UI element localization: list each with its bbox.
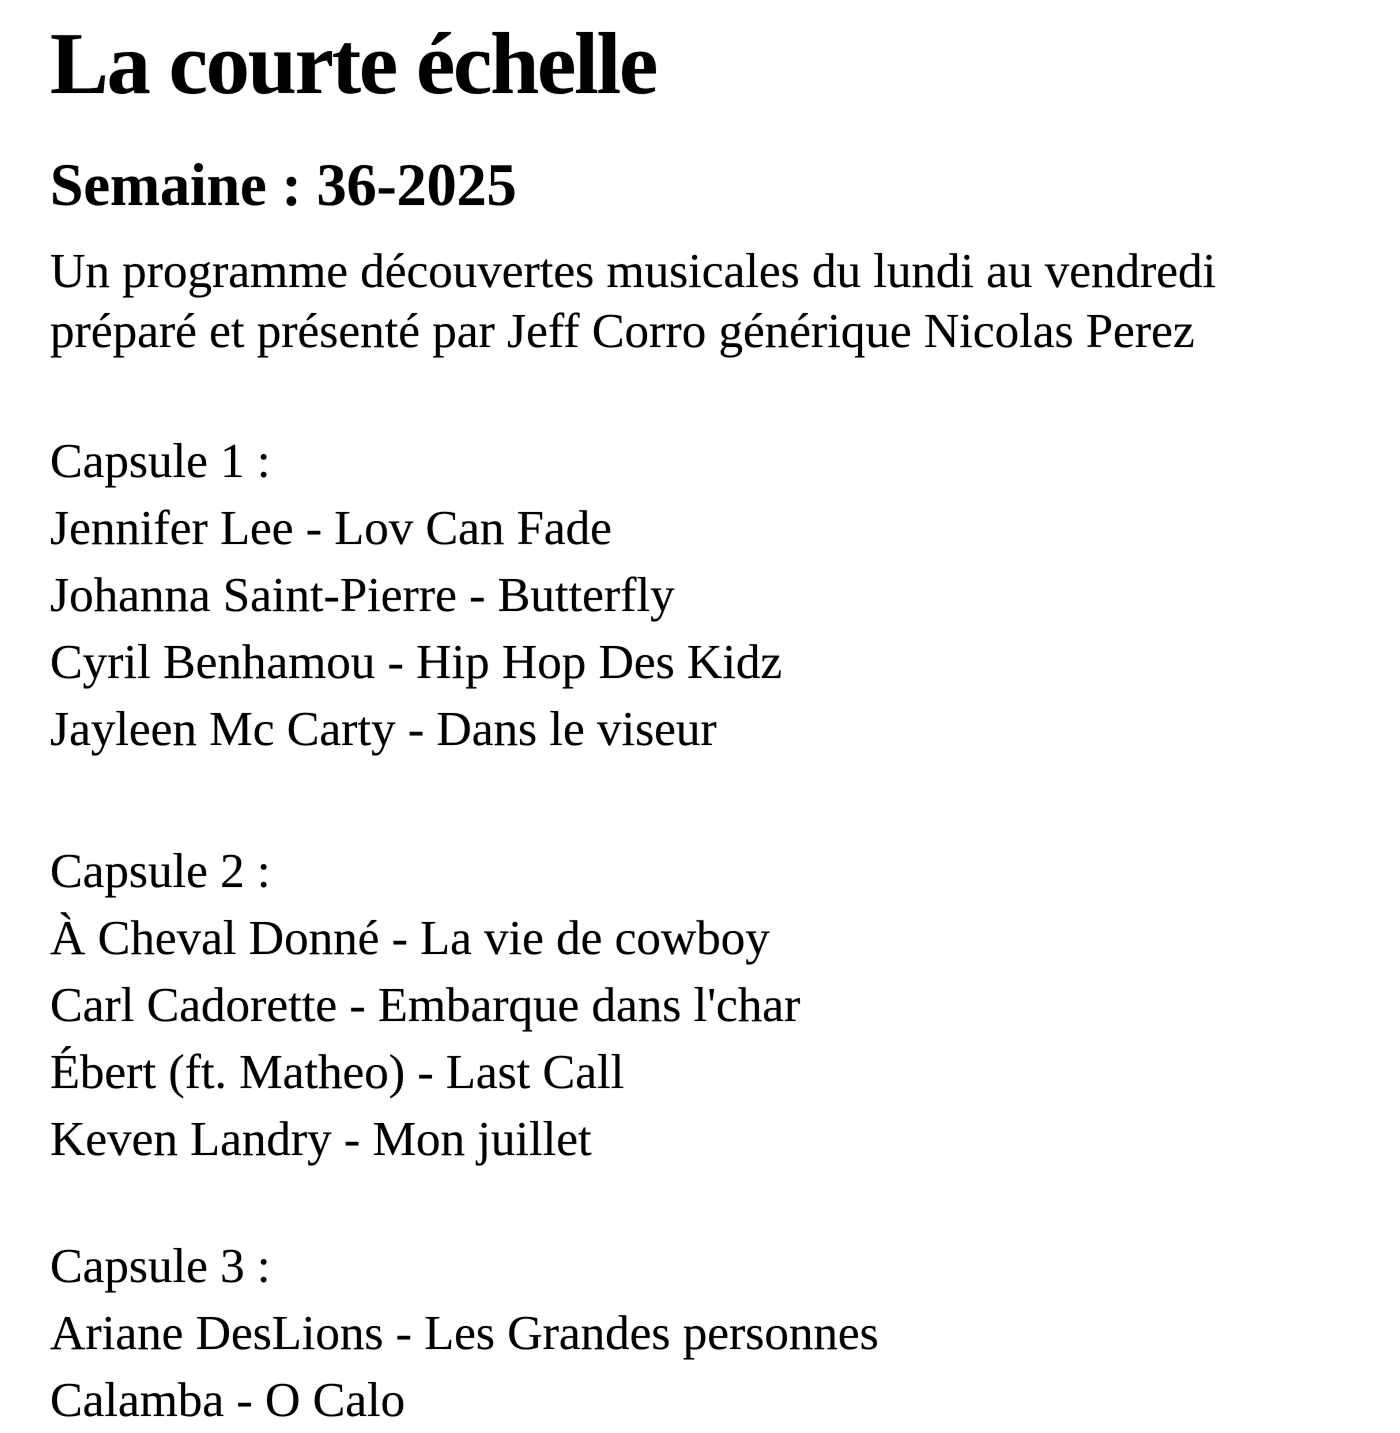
track-line: Ébert (ft. Matheo) - Last Call [50, 1044, 625, 1099]
programme-description [50, 241, 1360, 361]
track-line: Carl Cadorette - Embarque dans l'char [50, 977, 801, 1032]
track-line: Jayleen Mc Carty - Dans le viseur [50, 701, 717, 756]
week-heading: Semaine : 36-2025 [50, 152, 517, 218]
page-title: La courte échelle [50, 16, 657, 113]
description-line: préparé et présenté par Jeff Corro générique Nicolas Perez [50, 303, 1195, 358]
track-line: Keven Landry - Mon juillet [50, 1111, 592, 1166]
track-line: À Cheval Donné - La vie de cowboy [50, 910, 770, 965]
track-line: Calamba - O Calo [50, 1372, 406, 1427]
track-line: Cyril Benhamou - Hip Hop Des Kidz [50, 634, 783, 689]
track-line: Johanna Saint-Pierre - Butterfly [50, 567, 675, 622]
capsule-heading: Capsule 3 : [50, 1238, 271, 1293]
description-line: Un programme découvertes musicales du lundi au vendredi [50, 243, 1217, 298]
capsule-2-section [50, 837, 1360, 1172]
capsule-3-section [50, 1232, 1360, 1433]
track-line: Ariane DesLions - Les Grandes personnes [50, 1305, 879, 1360]
capsule-heading: Capsule 1 : [50, 433, 271, 488]
capsule-1-section [50, 427, 1360, 762]
track-line: Jennifer Lee - Lov Can Fade [50, 500, 612, 555]
capsule-heading: Capsule 2 : [50, 843, 271, 898]
